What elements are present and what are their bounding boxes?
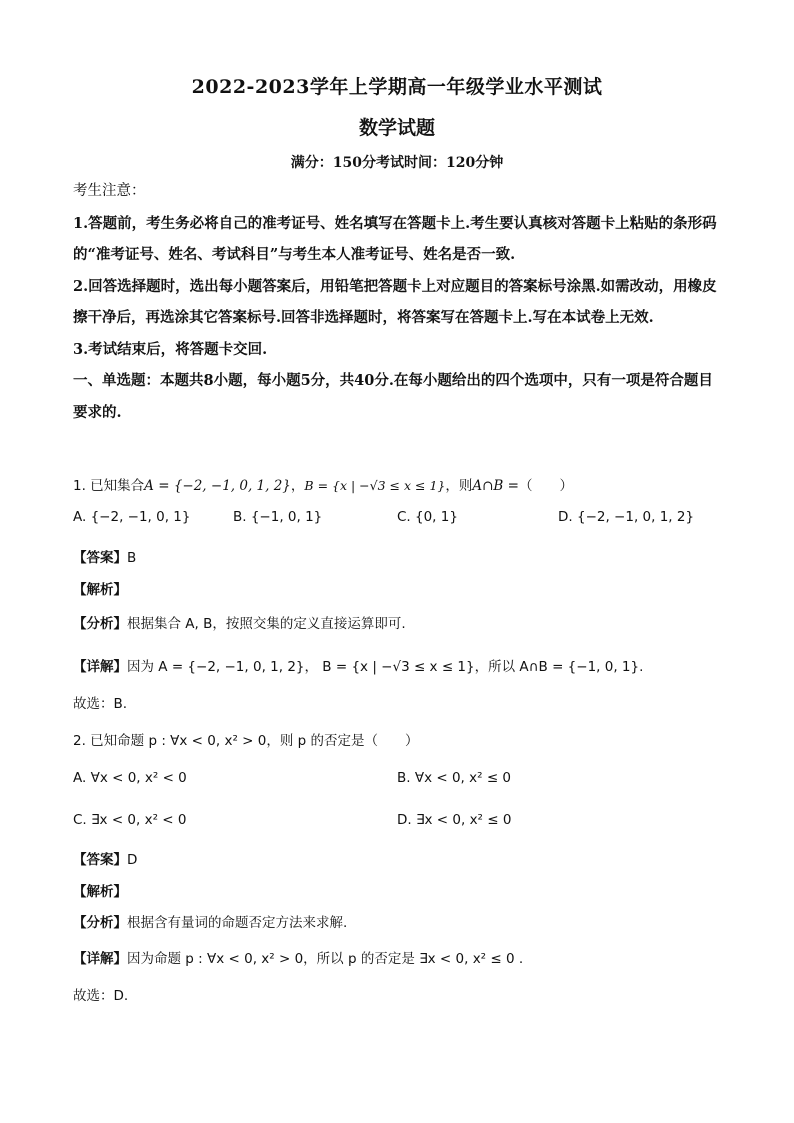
q2-option-b: B. ∀x < 0, x² ≤ 0	[397, 770, 512, 786]
exam-notes	[73, 176, 725, 428]
q1-xiangjie	[73, 655, 643, 675]
q1-paren: （ ）	[518, 478, 573, 494]
q2-analysis	[73, 880, 127, 900]
q2-answer	[73, 848, 137, 868]
q1-fenxi-text: 根据集合 A, B，按照交集的定义直接运算即可.	[127, 616, 406, 632]
q2-xiangjie-text: 因为命题 p : ∀x < 0, x² > 0，所以 p 的否定是 ∃x < 0, x² ≤ 0 .	[127, 951, 524, 967]
q1-option-c: C. {0, 1}	[397, 509, 458, 525]
q2-option-c: C. ∃x < 0, x² < 0	[73, 812, 187, 828]
q1-comma: ，	[290, 478, 305, 494]
q1-option-d: D. {−2, −1, 0, 1, 2}	[558, 509, 695, 525]
q1-answer-tag: 【答案】	[73, 550, 127, 566]
q1-xiangjie-tag: 【详解】	[73, 659, 127, 675]
q1-xiangjie-text: 因为 A = {−2, −1, 0, 1, 2}， B = {x | −√3 ≤ x ≤ 1}，所以 A∩B = {−1, 0, 1}.	[127, 659, 644, 675]
q1-option-a: A. {−2, −1, 0, 1}	[73, 509, 191, 525]
q1-answer	[73, 546, 136, 566]
q2-fenxi-tag: 【分析】	[73, 915, 127, 931]
q2-option-d: D. ∃x < 0, x² ≤ 0	[397, 812, 512, 828]
q1-suffix: ，则	[445, 478, 473, 494]
q2-fenxi	[73, 911, 347, 931]
q1-setB: B = {x | −√3 ≤ x ≤ 1}	[304, 478, 446, 493]
page-subtitle: 数学试题	[358, 117, 435, 139]
q1-analysis-tag: 【解析】	[73, 582, 127, 598]
q2-stem: 2. 已知命题 p : ∀x < 0, x² > 0，则 p 的否定是（ ）	[73, 733, 419, 749]
notes-heading: 考生注意：	[73, 183, 146, 199]
q2-option-a: A. ∀x < 0, x² < 0	[73, 770, 187, 786]
section-1-heading: 一、单选题：本题共8小题，每小题5分，共40分.在每小题给出的四个选项中，只有一项是符合题目要求的.	[73, 372, 713, 421]
q1-prefix: 1. 已知集合	[73, 478, 145, 494]
q2-fenxi-text: 根据含有量词的命题否定方法来求解.	[127, 915, 348, 931]
note-item-3: 3.考试结束后，将答题卡交回.	[73, 340, 268, 358]
q1-analysis	[73, 578, 127, 598]
note-item-1: 1.答题前，考生务必将自己的准考证号、姓名填写在答题卡上.考生要认真核对答题卡上粘贴的条形码的“准考证号、姓名、考试科目”与考生本人准考证号、姓名是否一致.	[73, 214, 717, 263]
q1-answer-value: B	[127, 550, 137, 566]
q1-option-b: B. {−1, 0, 1}	[233, 509, 323, 525]
page-title: 2022-2023学年上学期高一年级学业水平测试	[191, 76, 603, 98]
score-time-line: 满分：150分考试时间：120分钟	[290, 155, 504, 171]
q2-xiangjie-tag: 【详解】	[73, 951, 127, 967]
q2-analysis-tag: 【解析】	[73, 884, 127, 900]
q1-fenxi	[73, 612, 406, 632]
q2-answer-value: D	[127, 852, 138, 868]
q2-answer-tag: 【答案】	[73, 852, 127, 868]
q2-choice: 故选：D.	[73, 988, 129, 1004]
note-item-2: 2.回答选择题时，选出每小题答案后，用铅笔把答题卡上对应题目的答案标号涂黑.如需改动，用橡皮擦干净后，再选涂其它答案标号.回答非选择题时，将答案写在答题卡上.写在本试卷上无效.	[73, 277, 717, 326]
q1-stem	[73, 474, 573, 494]
q1-fenxi-tag: 【分析】	[73, 616, 127, 632]
q1-setA: A = {−2, −1, 0, 1, 2}	[144, 478, 291, 494]
q1-ask: A∩B =	[472, 478, 519, 494]
q2-xiangjie	[73, 947, 523, 967]
q1-choice: 故选：B.	[73, 696, 128, 712]
